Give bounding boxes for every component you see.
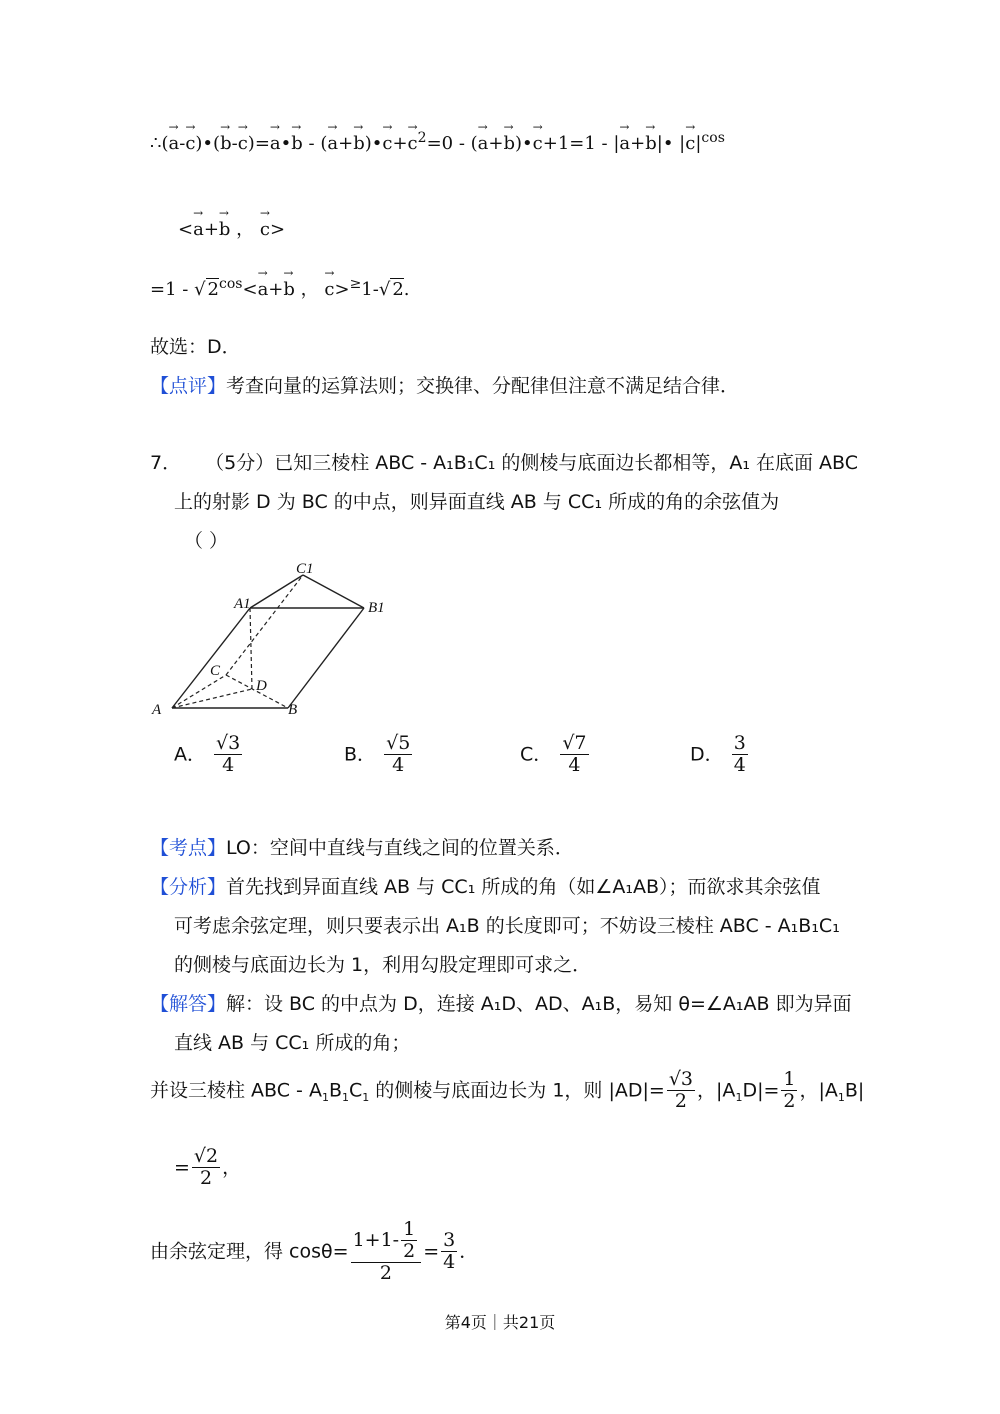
option-d: D． $\frac{3}{4}$ (690, 732, 746, 776)
label-d: D (256, 678, 267, 694)
label-b: B (288, 702, 298, 718)
label-c: C (210, 663, 221, 679)
jieda-line2: 直线 AB 与 CC₁ 所成的角； (174, 1032, 411, 1054)
option-c: C． $\frac{√7}{4}$ (520, 732, 587, 776)
edge-ac-hidden (172, 675, 226, 708)
kaodian-line: 【考点】LO：空间中直线与直线之间的位置关系． (150, 837, 574, 859)
edge-bb1 (288, 608, 364, 708)
label-a: A (152, 702, 162, 718)
review-tag: 【点评】 (150, 375, 227, 397)
jieda-line1: 【解答】解：设 BC 的中点为 D，连接 A₁D、AD、A₁B，易知 θ=∠A₁AB 即为异面 (150, 993, 852, 1015)
fenxi-line3: 的侧棱与底面边长为 1，利用勾股定理即可求之． (174, 954, 592, 976)
label-b1: B1 (368, 600, 385, 616)
jieda-line5: 由余弦定理，得 cosθ= 1+1- $\frac{1}{2}$ 2 = $\frac{3}{4}$ ． (150, 1218, 479, 1284)
edge-c1b1 (303, 575, 364, 608)
answer-line: 故选：D． (150, 336, 241, 358)
question-7-line1 (150, 448, 858, 475)
therefore-equation: ∴(→ a-→ c)•(→ b-→ c)=→ a•→ b - (→ a+→ b)•→ $c+\to c^2=0$ - (→ a+→ b)•→ c+1=1 - |→ a+→ b|• |→ $c|^{cos}$ (150, 130, 725, 154)
fenxi-line1: 【分析】首先找到异面直线 AB 与 CC₁ 所成的角（如∠A₁AB）；而欲求其余弦值 (150, 876, 821, 898)
fenxi-line2: 可考虑余弦定理，则只要表示出 A₁B 的长度即可；不妨设三棱柱 ABC - A₁B₁C₁ (174, 915, 840, 937)
jieda-line4: = $\frac{√2}{2}$ ， (174, 1145, 242, 1189)
page-footer: 第4页｜共21页 (444, 1313, 556, 1332)
prism-figure (148, 558, 393, 720)
answer-blank: （ ） (184, 530, 229, 552)
jieda-line3: 并设三棱柱 ABC - $A_1B_1C_1$ 的侧棱与底面边长为 1，则 |AD|= $\frac{√3}{2}$ ，$|A_1D|=$ $\frac{1}{2}$ ，$|A_1B|$ (150, 1068, 865, 1112)
bound-expression: =1 - √ $2^{cos}<\to a+\to b$ ， → c>≥1-√ 2. (150, 275, 410, 301)
fenxi-tag: 【分析】 (150, 876, 227, 898)
review-text: 考查向量的运算法则；交换律、分配律但注意不满足结合律． (226, 375, 740, 397)
option-b: B． $\frac{√5}{4}$ (344, 732, 411, 776)
label-c1: C1 (296, 561, 314, 577)
edge-aa1 (172, 608, 250, 708)
label-a1: A1 (234, 596, 251, 612)
edge-a1d-hidden (250, 608, 252, 689)
jieda-tag: 【解答】 (150, 993, 227, 1015)
kaodian-tag: 【考点】 (150, 837, 227, 859)
option-a: A． $\frac{√3}{4}$ (174, 732, 241, 776)
angle-expression: <→ a+→ b ， → c> (178, 215, 285, 241)
question-7-line2: 上的射影 D 为 BC 的中点，则异面直线 AB 与 CC₁ 所成的角的余弦值为 (174, 491, 780, 513)
review-line (150, 371, 739, 398)
question-number: 7． (150, 452, 182, 474)
question-stem-1: （5分）已知三棱柱 ABC - A₁B₁C₁ 的侧棱与底面边长都相等，A₁ 在底面 ABC (205, 452, 859, 474)
edge-a1c1 (250, 575, 303, 608)
